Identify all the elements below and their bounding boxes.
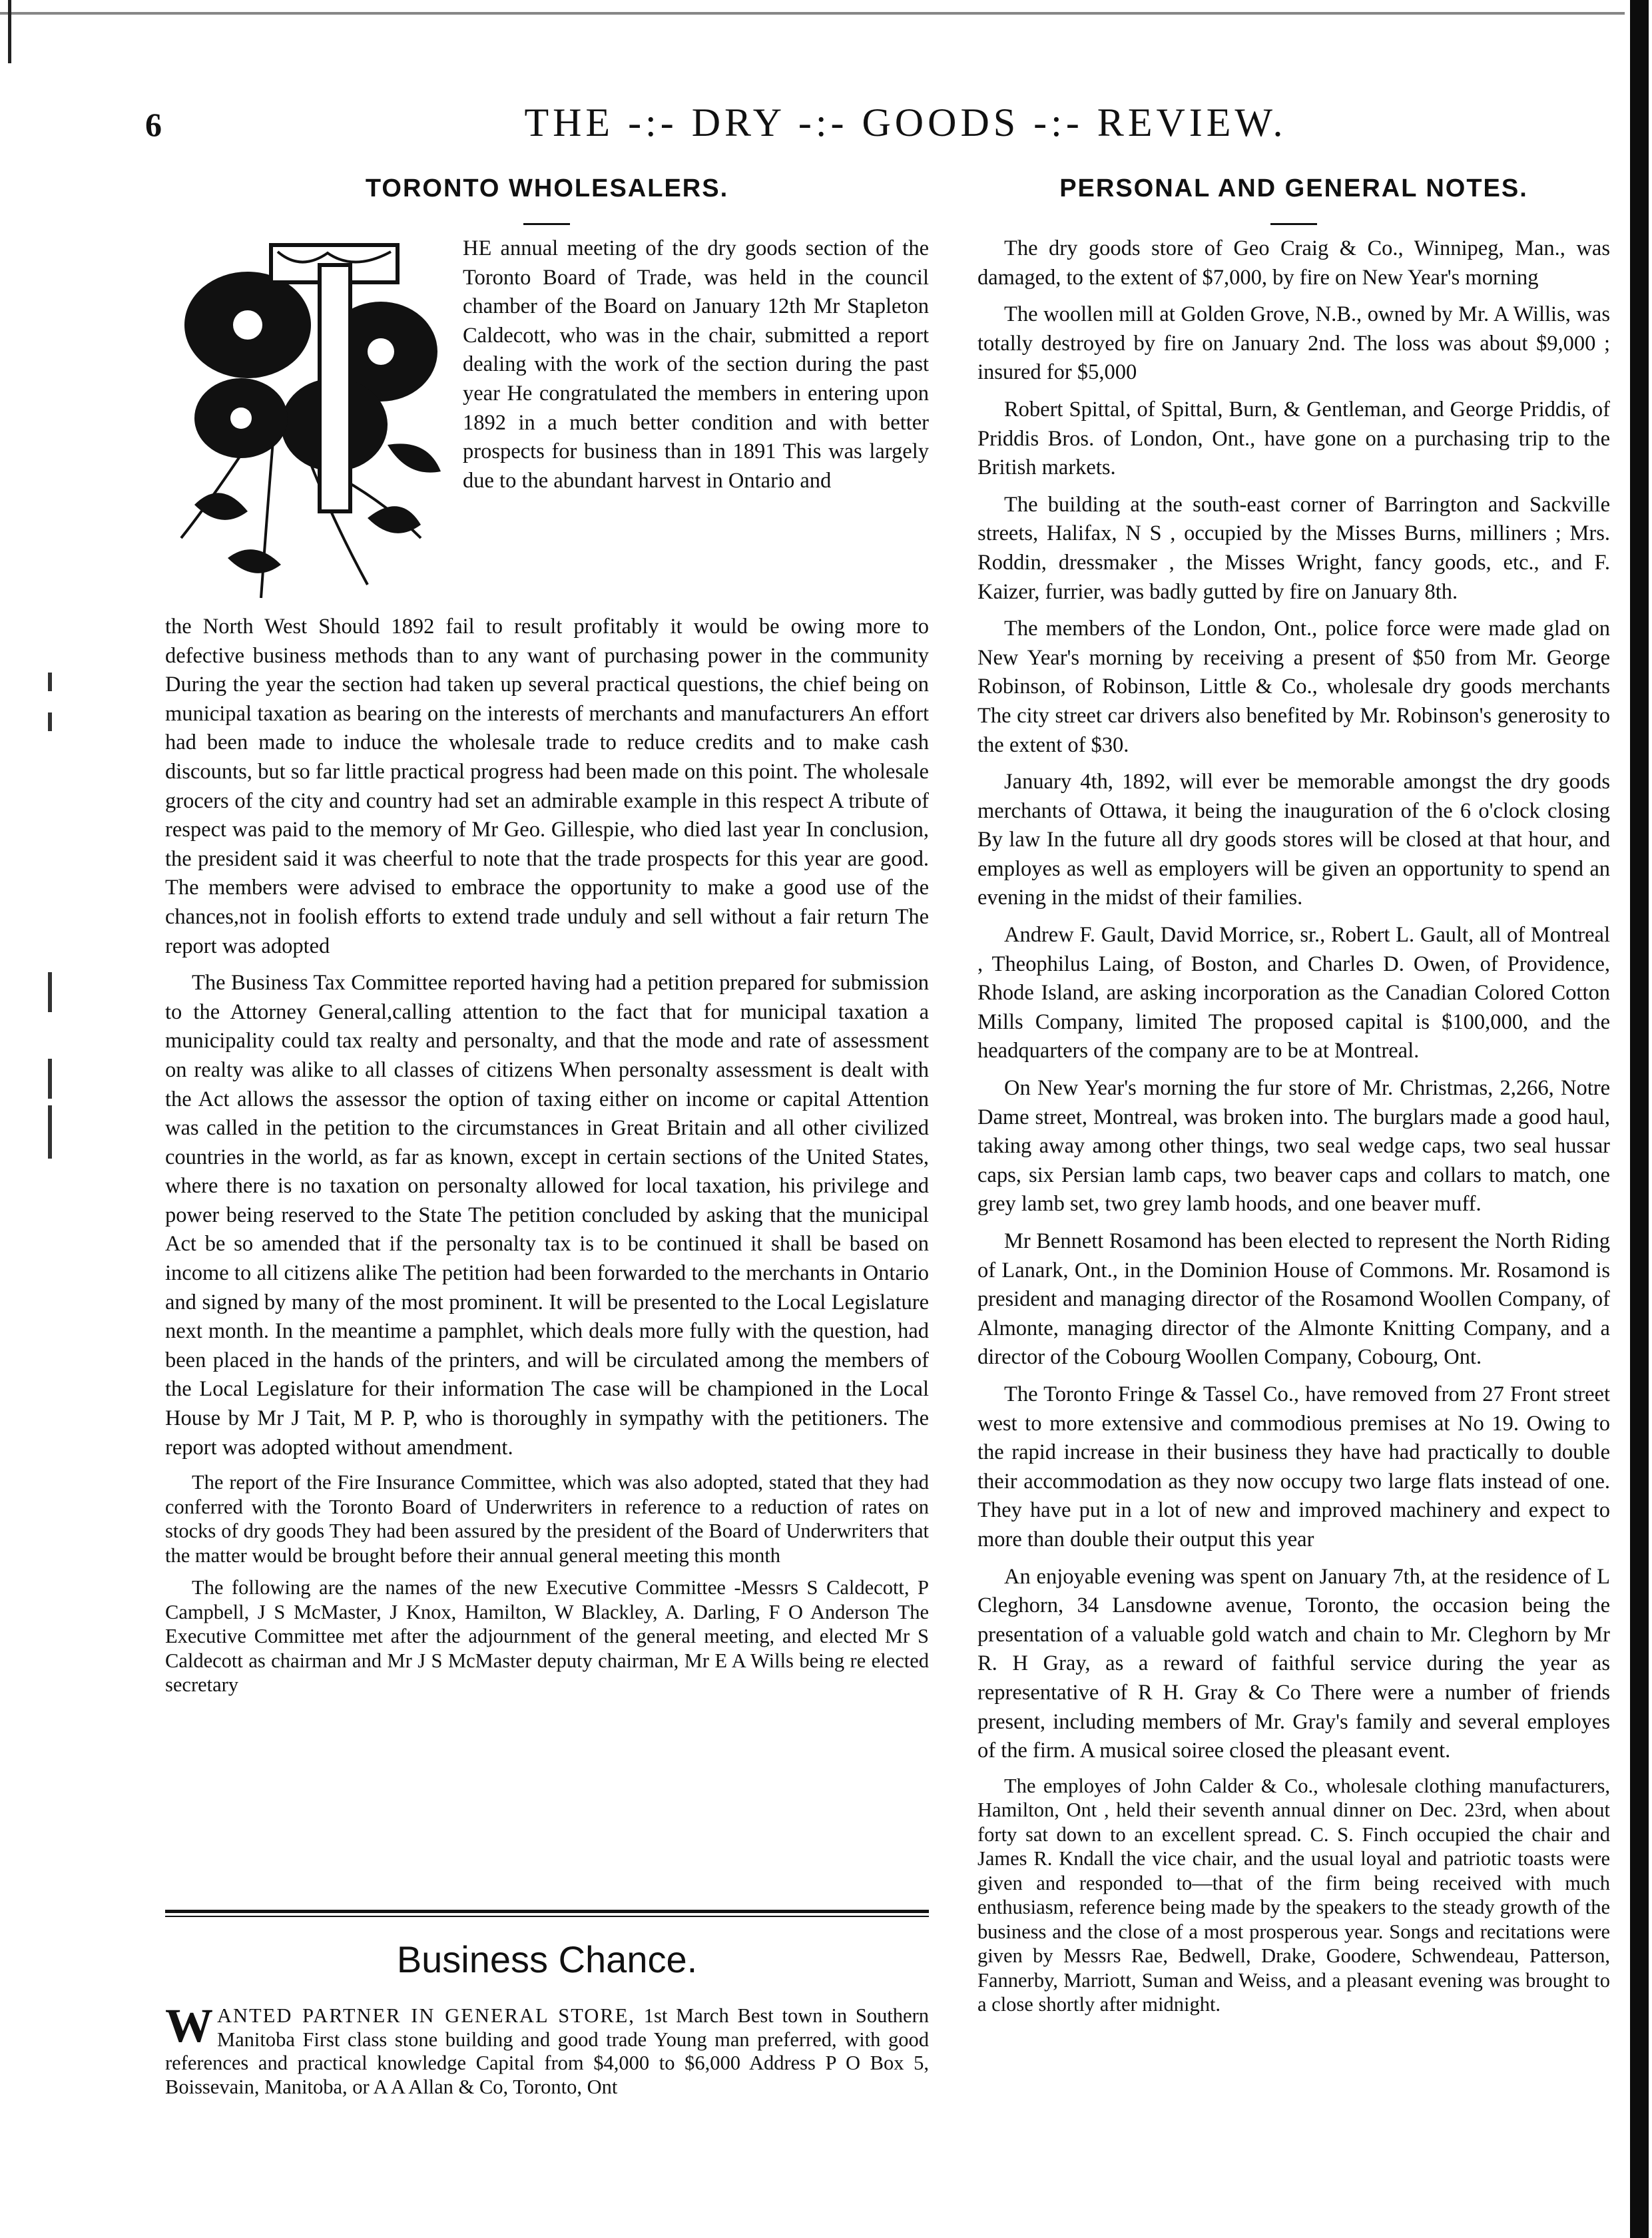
- note-paragraph: The woollen mill at Golden Grove, N.B., owned by Mr. A Willis, was totally destroyed by fire on January 2nd. The loss was about $9,000 ; insured for $5,000: [977, 302, 1610, 385]
- margin-mark: [48, 1105, 52, 1159]
- note-paragraph: The Toronto Fringe & Tassel Co., have removed from 27 Front street west to more extensive and commodious premises at No 19. Owing to the rapid increase in their business they have had practically to double their accommodation as they now occupy two large flats instead of one. They have put in a lot of new and improved machinery and expect to more than double their output this year: [977, 1382, 1610, 1551]
- note-paragraph: The building at the south-east corner of Barrington and Sackville streets, Halifax, N S , occupied by the Misses Burns, milliners ; Mrs. Roddin, dressmaker , the Misses Wright, fancy goods, etc., and F. Kaizer, furrier, was badly gutted by fire on January 8th.: [977, 492, 1610, 604]
- note-paragraph: Robert Spittal, of Spittal, Burn, & Gentleman, and George Priddis, of Priddis Bros. of London, Ont., have gone on a purchasing trip to the British markets.: [977, 397, 1610, 480]
- note-paragraph: The members of the London, Ont., police force were made glad on New Year's morning by receiving a present of $50 from Mr. George Robinson, of Robinson, Little & Co., wholesale dry goods merchants The city street car drivers also benefited by Mr. Robinson's generosity to the extent of $30.: [977, 617, 1610, 757]
- margin-mark: [48, 972, 52, 1012]
- business-chance-title: Business Chance.: [396, 1938, 698, 1980]
- personal-notes-body: [977, 234, 1610, 2025]
- article-paragraph: HE annual meeting of the dry goods section of the Toronto Board of Trade, was held in the council chamber of the Board on January 12th Mr Stapleton Caldecott, who was in the chair, submitted a report dealing with the work of the section during the past year He congratulated the members in entering upon 1892 in a much better condition and with better prospects for business than in 1891 This was largely due to the abundant harvest in Ontario and: [463, 236, 929, 493]
- running-head: THE -:- DRY -:- GOODS -:- REVIEW.: [524, 101, 1287, 144]
- toronto-lead-text: [463, 234, 929, 503]
- business-chance-ad: [165, 1999, 930, 2099]
- title-rule: [1270, 223, 1317, 225]
- note-paragraph: On New Year's morning the fur store of Mr. Christmas, 2,266, Notre Dame street, Montreal, was broken into. The burglars made a good haul, taking away among other things, two seal wedge caps, two seal hussar caps, six Persian lamb caps, two beaver caps and collars to match, one grey lamb set, two grey lamb hoods, and one beaver muff.: [977, 1076, 1610, 1217]
- note-paragraph: The dry goods store of Geo Craig & Co., Winnipeg, Man., was damaged, to the extent of $7,000, by fire on New Year's morning: [977, 236, 1610, 290]
- note-paragraph: January 4th, 1892, will ever be memorable amongst the dry goods merchants of Ottawa, it being the inauguration of the 6 o'clock closing By law In the future all dry goods stores will be closed at that hour, and employes as well as employers will be given an opportunity to spend an evening in the midst of their families.: [977, 770, 1610, 910]
- article-title-personal: PERSONAL AND GENERAL NOTES.: [1059, 174, 1528, 202]
- section-rule: [165, 1910, 929, 1913]
- note-paragraph: Mr Bennett Rosamond has been elected to represent the North Riding of Lanark, Ont., in the Dominion House of Commons. Mr. Rosamond is president and managing director of the Rosamond Woollen Company, of Almonte, managing director of the Almonte Knitting Company, and a director of the Cobourg Woollen Company, Cobourg, Ont.: [977, 1229, 1610, 1370]
- article-paragraph: The report of the Fire Insurance Committee, which was also adopted, stated that they had conferred with the Toronto Board of Underwriters in reference to a reduction of rates on stocks of dry goods They had been assured by the president of the Board of Underwriters that the matter would be brought before their annual general meeting this month: [165, 1471, 929, 1567]
- margin-mark: [48, 1059, 52, 1099]
- ad-headline: ANTED PARTNER IN GENERAL STORE,: [217, 2004, 635, 2027]
- toronto-article-body: [165, 613, 929, 1705]
- page-number: 6: [145, 106, 162, 143]
- corner-mark: [8, 0, 38, 63]
- scan-edge-bar: [1630, 0, 1649, 2238]
- drop-initial: W: [165, 1999, 213, 2052]
- top-rule: [0, 12, 1625, 15]
- note-paragraph: Andrew F. Gault, David Morrice, sr., Robert L. Gault, all of Montreal , Theophilus Laing, of Boston, and Charles D. Owen, of Providence, Rhode Island, are asking incorporation as the Canadian Colored Cotton Mills Company, limited The proposed capital is $100,000, and the headquarters of the company are to be at Montreal.: [977, 923, 1610, 1063]
- margin-mark: [48, 712, 52, 731]
- article-title-toronto: TORONTO WHOLESALERS.: [365, 174, 729, 202]
- article-paragraph: The Business Tax Committee reported having had a petition prepared for submission to the Attorney General,calling attention to the fact that for municipal taxation a municipality could tax realty and personalty, and that the mode and rate of assessment on realty was alike to all classes of citizens When personalty assessment is dealt with the Act allows the assessor the option of taxing either on income or capital Attention was called in the petition to the circumstances in Great Britain and all other civilized countries in the world, as far as known, except in certain sections of the United States, where there is no taxation on personalty allowed for local taxation, his privilege and power being reserved to the State The petition concluded by asking that the municipal Act be so amended that if the personalty tax is to be continued it shall be based on income to all citizens alike The petition had been forwarded to the merchants in Ontario and signed by many of the most prominent. It will be presented to the Local Legislature next month. In the meantime a pamphlet, which deals more fully with the question, had been placed in the hands of the printers, and will be circulated among the members of the Local Legislature for their information The case will be championed in the Local House by Mr J Tait, M P. P, who is thoroughly in sympathy with the petitioners. The report was adopted without amendment.: [165, 971, 929, 1460]
- ad-text: 1st March Best town in Southern Manitoba First class stone building and good trade Young man preferred, with good references and practical knowledge Capital from $4,000 to $6,000 Address P O Box 5, Boissevain, Manitoba, or A A Allan & Co, Toronto, Ont: [165, 2004, 930, 2098]
- article-paragraph: The following are the names of the new Executive Committee -Messrs S Caldecott, P Campbell, J S McMaster, J Knox, Hamilton, W Blackley, A. Darling, F O Anderson The Executive Committee met after the adjournment of the general meeting, and elected Mr S Caldecott as chairman and Mr J S McMaster deputy chairman, Mr E A Wills being re elected secretary: [165, 1576, 929, 1697]
- title-rule: [523, 223, 570, 225]
- section-rule: [165, 1916, 929, 1917]
- article-paragraph: the North West Should 1892 fail to result profitably it would be owing more to defective business methods than to any want of purchasing power in the community During the year the section had taken up several practical questions, the chief being on municipal taxation as bearing on the interests of merchants and manufacturers An effort had been made to induce the wholesale trade to reduce credits and to make cash discounts, but so far little practical progress had been made on this point. The wholesale grocers of the city and country had set an admirable example in this respect A tribute of respect was paid to the memory of Mr Geo. Gillespie, who died last year In conclusion, the president said it was cheerful to note that the trade prospects for this year are good. The members were advised to embrace the opportunity to make a good use of the chances,not in foolish efforts to extend trade unduly and sell without a fair return The report was adopted: [165, 615, 929, 958]
- margin-mark: [48, 673, 52, 691]
- note-paragraph: The employes of John Calder & Co., wholesale clothing manufacturers, Hamilton, Ont , held their seventh annual dinner on Dec. 23rd, when about forty sat down to an excellent spread. C. S. Finch occupied the chair and James R. Kndall the vice chair, and the usual loyal and patriotic toasts were given and responded to—that of the firm being received with much enthusiasm, reference being made by the speakers to the steady growth of the business and the close of a most prosperous year. Songs and recitations were given by Messrs Rae, Bedwell, Drake, Goodere, Schwendeau, Patterson, Fannerby, Marriott, Suman and Weiss, and a pleasant evening was brought to a close shortly after midnight.: [977, 1774, 1610, 2016]
- floral-initial-illustration: [168, 225, 454, 605]
- note-paragraph: An enjoyable evening was spent on January 7th, at the residence of L Cleghorn, 34 Lansdowne avenue, Toronto, the occasion being the presentation of a valuable gold watch and chain to Mr. Cleghorn by Mr R. H Gray, as a reward of faithful service during the year as representative of R H. Gray & Co There were a number of friends present, including members of Mr. Gray's family and several employes of the firm. A musical soiree closed the pleasant event.: [977, 1564, 1610, 1763]
